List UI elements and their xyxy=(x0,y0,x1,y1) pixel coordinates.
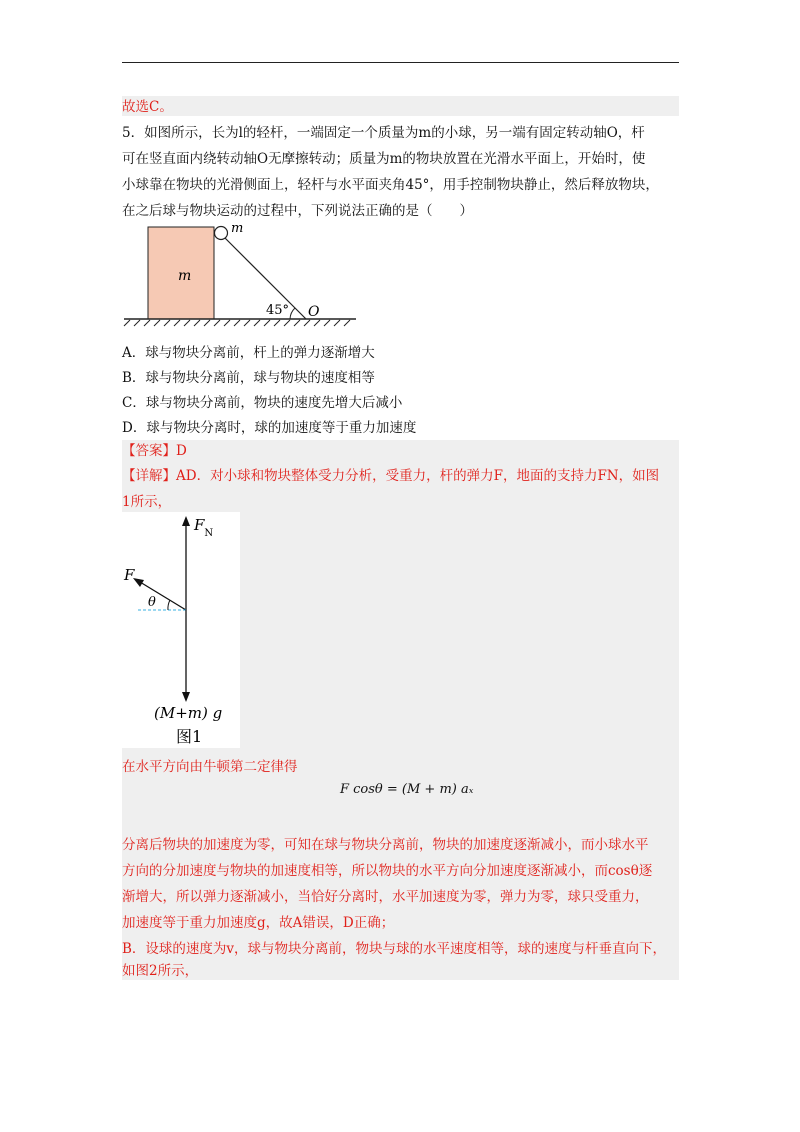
angle-arc xyxy=(290,308,295,319)
detail-para-4: 加速度等于重力加速度g，故A错误，D正确； xyxy=(122,915,395,931)
detail-para-1: 分离后物块的加速度为零，可知在球与物块分离前，物块的加速度逐渐减小，而小球水平 xyxy=(122,837,649,853)
option-c: C．球与物块分离前，物块的速度先增大后减小 xyxy=(122,395,403,411)
detail-para-6: 如图2所示， xyxy=(122,963,199,979)
header-rule xyxy=(122,62,679,63)
gravity-label: (M+m) g xyxy=(154,704,223,722)
detail-para-3: 渐增大，所以弹力逐渐减小，当恰好分离时，水平加速度为零，弹力为零，球只受重力， xyxy=(122,889,649,905)
previous-answer: 故选C。 xyxy=(122,99,173,115)
formula: F cosθ = (M + m) aₓ xyxy=(340,782,474,797)
newton-law-line: 在水平方向由牛顿第二定律得 xyxy=(122,759,298,775)
option-b: B．球与物块分离前，球与物块的速度相等 xyxy=(122,370,375,386)
fn-label: $F_N$ xyxy=(194,516,214,539)
detail-line-1: 【详解】AD．对小球和物块整体受力分析，受重力，杆的弹力F，地面的支持力FN，如图 xyxy=(122,468,660,484)
question-line-1: 5．如图所示，长为l的轻杆，一端固定一个质量为m的小球，另一端有固定转动轴O，杆 xyxy=(122,125,645,141)
f-label: F xyxy=(124,566,135,584)
question-figure xyxy=(120,220,365,330)
pivot-label: O xyxy=(308,304,320,320)
theta-label: θ xyxy=(148,595,156,610)
answer-label: 【答案】D xyxy=(122,443,187,459)
ball-label: m xyxy=(231,221,244,236)
answer-highlight-top xyxy=(122,96,679,116)
ball xyxy=(215,227,228,240)
detail-para-5: B．设球的速度为v，球与物块分离前，物块与球的水平速度相等，球的速度与杆垂直向下， xyxy=(122,941,667,957)
option-d: D．球与物块分离时，球的加速度等于重力加速度 xyxy=(122,420,417,436)
ground-hatch xyxy=(124,320,350,326)
detail-line-2: 1所示， xyxy=(122,494,172,510)
figure1-caption: 图1 xyxy=(176,727,203,746)
block-label: m xyxy=(178,268,192,284)
force-diagram-figure xyxy=(122,512,240,748)
question-line-4: 在之后球与物块运动的过程中，下列说法正确的是（ ） xyxy=(122,203,473,219)
question-line-3: 小球靠在物块的光滑侧面上，轻杆与水平面夹角45°，用手控制物块静止，然后释放物块， xyxy=(122,177,659,193)
option-a: A．球与物块分离前，杆上的弹力逐渐增大 xyxy=(122,345,375,361)
angle-label: 45° xyxy=(266,303,290,318)
question-line-2: 可在竖直面内绕转动轴O无摩擦转动；质量为m的物块放置在光滑水平面上，开始时，使 xyxy=(122,151,646,167)
detail-para-2: 方向的分加速度与物块的加速度相等，所以物块的水平方向分加速度逐渐减小，而cosθ逐 xyxy=(122,863,653,879)
